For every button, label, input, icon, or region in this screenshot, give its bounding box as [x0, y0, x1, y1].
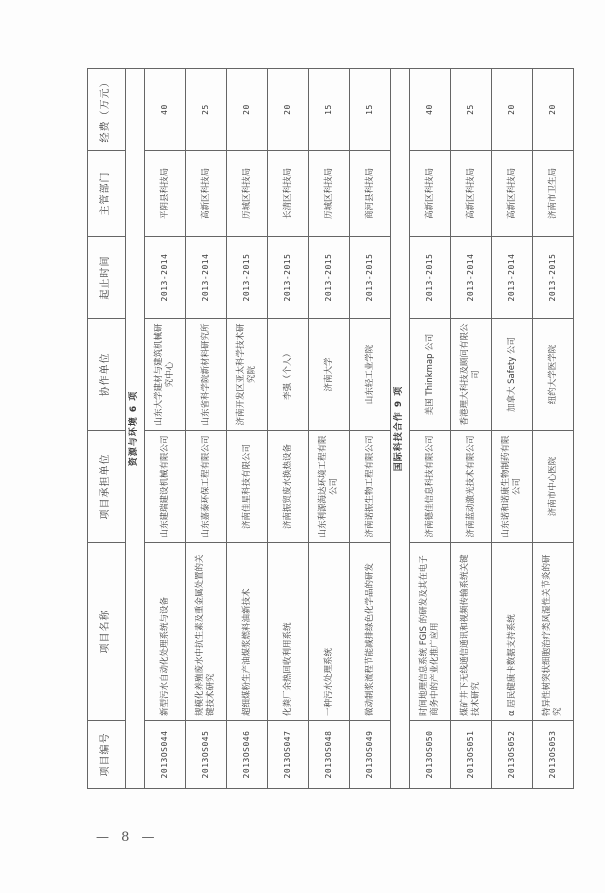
header-code: 项目编号 [88, 721, 126, 789]
cell-code: 2013OS048 [309, 721, 350, 789]
cell-name: 新型污水自动化处理系统与设备 [145, 543, 186, 721]
section-title: 资源与环境 6 项 [126, 69, 145, 789]
header-partner: 协作单位 [88, 319, 126, 431]
header-name: 项目名称 [88, 543, 126, 721]
cell-period: 2013-2014 [451, 237, 492, 319]
table-row [309, 69, 350, 789]
table-row [350, 69, 391, 789]
cell-code: 2013OS046 [227, 721, 268, 789]
cell-dept: 高新区科技局 [492, 151, 533, 237]
header-row [88, 69, 126, 789]
cell-partner: 山东轻工业学院 [350, 319, 391, 431]
table-row [451, 69, 492, 789]
cell-code: 2013OS050 [410, 721, 451, 789]
cell-partner: 加拿大 Safety 公司 [492, 319, 533, 431]
cell-name: 一种污水处理系统 [309, 543, 350, 721]
rotated-table-frame [87, 69, 563, 789]
table-row [492, 69, 533, 789]
cell-period: 2013-2014 [492, 237, 533, 319]
cell-partner: 美国 Thinkmap 公司 [410, 319, 451, 431]
cell-name: 微动制浆流程节能减排绿色化学品的研发 [350, 543, 391, 721]
cell-owner: 济南德佳信息科技有限公司 [410, 431, 451, 543]
cell-dept: 历城区科技局 [309, 151, 350, 237]
cell-period: 2013-2014 [145, 237, 186, 319]
cell-name: 煤矿井下无线通信通讯和视频传输系统关键技术研究 [451, 543, 492, 721]
page-number: — 8 — [96, 830, 159, 845]
cell-period: 2013-2015 [533, 237, 574, 319]
cell-name: 化粪厂余热回收利用系统 [268, 543, 309, 721]
cell-fund: 20 [533, 69, 574, 151]
cell-partner: 山东大学建材与建筑机械研究中心 [145, 319, 186, 431]
cell-dept: 高新区科技局 [186, 151, 227, 237]
cell-owner: 济南市中心医院 [533, 431, 574, 543]
table-row [186, 69, 227, 789]
cell-code: 2013OS047 [268, 721, 309, 789]
cell-name: 特异性树突状细胞治疗类风湿性关节炎的研究 [533, 543, 574, 721]
section-title: 国际科技合作 9 项 [391, 69, 410, 789]
cell-period: 2013-2015 [227, 237, 268, 319]
cell-owner: 济南蓝动激光技术有限公司 [451, 431, 492, 543]
cell-code: 2013OS052 [492, 721, 533, 789]
cell-dept: 高新区科技局 [451, 151, 492, 237]
table-row [268, 69, 309, 789]
cell-partner: 山东省科学院新材料研究所 [186, 319, 227, 431]
cell-dept: 高新区科技局 [410, 151, 451, 237]
cell-period: 2013-2015 [309, 237, 350, 319]
cell-period: 2013-2014 [186, 237, 227, 319]
cell-partner: 李强（个人） [268, 319, 309, 431]
cell-owner: 山东诺和诺康生物制药有限公司 [492, 431, 533, 543]
cell-code: 2013OS044 [145, 721, 186, 789]
header-dept: 主管部门 [88, 151, 126, 237]
cell-fund: 25 [186, 69, 227, 151]
header-period: 起止时间 [88, 237, 126, 319]
cell-name: α 居民健康卡数据支持系统 [492, 543, 533, 721]
cell-dept: 平阴县科技局 [145, 151, 186, 237]
cell-dept: 历城区科技局 [227, 151, 268, 237]
table-row [533, 69, 574, 789]
cell-fund: 40 [145, 69, 186, 151]
section-row [126, 69, 145, 789]
cell-fund: 40 [410, 69, 451, 151]
cell-owner: 济南诺振生物工程有限公司 [350, 431, 391, 543]
cell-name: 超细煤粉生产油煤浆燃料油新技术 [227, 543, 268, 721]
cell-fund: 15 [309, 69, 350, 151]
header-owner: 项目承担单位 [88, 431, 126, 543]
header-fund: 经费（万元） [88, 69, 126, 151]
cell-partner: 济南开发区亚太科学技术研究院 [227, 319, 268, 431]
cell-owner: 济南振贸废水换热设备 [268, 431, 309, 543]
cell-owner: 山东利源海达环境工程有限公司 [309, 431, 350, 543]
cell-owner: 济南佳星科技有限公司 [227, 431, 268, 543]
table-row [145, 69, 186, 789]
cell-fund: 15 [350, 69, 391, 151]
cell-partner: 纽约大学医学院 [533, 319, 574, 431]
table-row [227, 69, 268, 789]
cell-period: 2013-2015 [268, 237, 309, 319]
cell-owner: 山东嘉泰环保工程有限公司 [186, 431, 227, 543]
cell-dept: 商河县科技局 [350, 151, 391, 237]
cell-code: 2013OS051 [451, 721, 492, 789]
project-table [87, 68, 574, 789]
cell-name: 时间地理信息系统 FGIS 的研发及其在电子商务中的产业化推广应用 [410, 543, 451, 721]
cell-owner: 山东建瑞建设机械有限公司 [145, 431, 186, 543]
cell-fund: 25 [451, 69, 492, 151]
section-row [391, 69, 410, 789]
cell-period: 2013-2015 [410, 237, 451, 319]
cell-code: 2013OS053 [533, 721, 574, 789]
cell-fund: 20 [492, 69, 533, 151]
table-row [410, 69, 451, 789]
cell-fund: 20 [227, 69, 268, 151]
cell-partner: 香港理大科技及顾问有限公司 [451, 319, 492, 431]
cell-name: 规模化养殖废水中抗生素及重金属处置的关键技术研究 [186, 543, 227, 721]
cell-code: 2013OS045 [186, 721, 227, 789]
rotated-table-container [87, 69, 563, 789]
cell-period: 2013-2015 [350, 237, 391, 319]
cell-dept: 济南市卫生局 [533, 151, 574, 237]
cell-partner: 济南大学 [309, 319, 350, 431]
cell-code: 2013OS049 [350, 721, 391, 789]
cell-fund: 20 [268, 69, 309, 151]
cell-dept: 长清区科技局 [268, 151, 309, 237]
